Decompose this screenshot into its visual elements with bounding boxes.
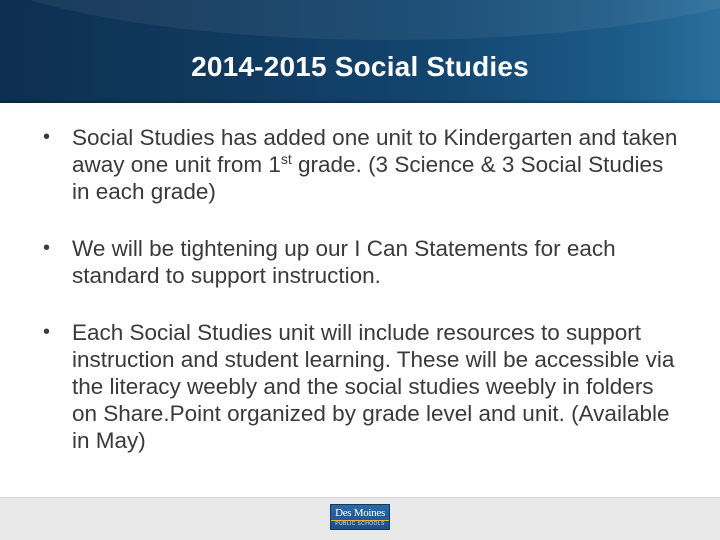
footer-divider <box>0 497 720 498</box>
bullet-marker: • <box>43 321 51 343</box>
des-moines-public-schools-logo <box>330 504 390 530</box>
bullet-list <box>38 124 678 454</box>
bullet-item-i-can-statements <box>38 235 678 289</box>
logo-name: Des Moines <box>335 507 385 519</box>
slide-title: 2014-2015 Social Studies <box>191 51 529 82</box>
bullet-text-part: grade. (3 Science & 3 Social Studies in each grade) <box>72 152 664 204</box>
bullet-text: We will be tightening up our I Can Statements for each standard to support instruction. <box>72 236 616 288</box>
bullet-text-part: Social Studies has added one unit to Kindergarten and taken away one unit from 1 <box>72 125 678 177</box>
bullet-marker: • <box>43 126 51 148</box>
bullet-item-curriculum-change <box>38 124 678 205</box>
bullet-item-unit-resources <box>38 319 678 454</box>
logo-subtitle: PUBLIC SCHOOLS <box>335 521 385 527</box>
bullet-marker: • <box>43 237 51 259</box>
bullet-text <box>72 125 677 204</box>
title-bar <box>0 0 720 103</box>
superscript-ordinal: st <box>280 151 292 167</box>
bullet-text: Each Social Studies unit will include resources to support instruction and student learning. These will be accessible via the literacy weebly and the social studies weebly in folders on Share.Point organized by grade level and unit. (Available in May) <box>72 320 675 453</box>
